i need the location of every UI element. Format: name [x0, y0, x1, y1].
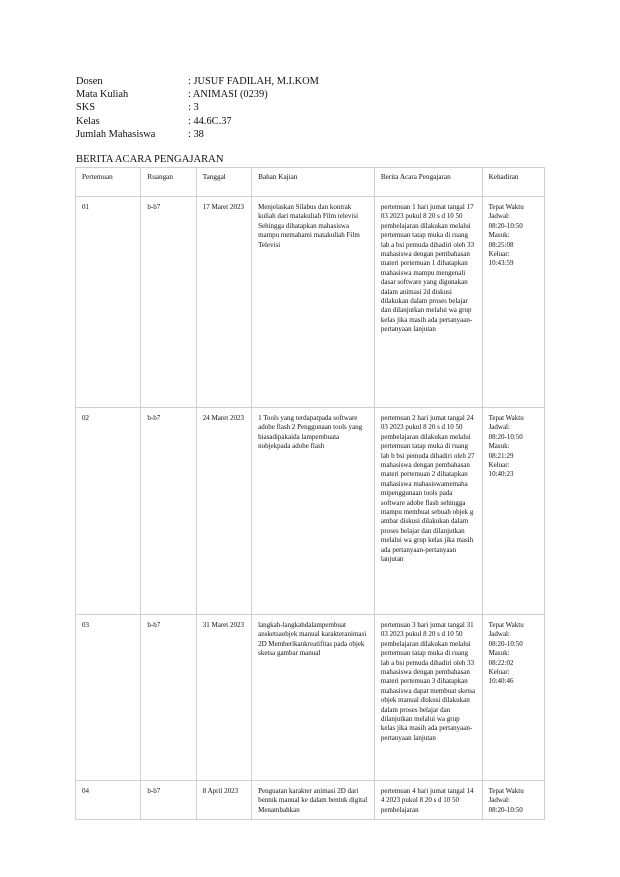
header-row-jumlah-mahasiswa — [76, 128, 319, 141]
table-header-row — [76, 168, 545, 197]
header-label: Kelas — [76, 115, 100, 127]
cell-kehadiran: Tepat Waktu Jadwal: 08:20-10:50 Masuk: 08:22:02 Keluar: 10:40:46 — [482, 615, 544, 781]
cell-pertemuan: 01 — [76, 197, 141, 408]
column-header-tanggal: Tanggal — [196, 168, 251, 197]
cell-tanggal: 8 April 2023 — [196, 781, 251, 820]
header-value: : 38 — [188, 128, 204, 140]
cell-tanggal: 17 Maret 2023 — [196, 197, 251, 408]
cell-bahan-kajian: langkah-langkahdalampembuat ansketsaobjek manual karakteranimasi 2D Memberikankreatifitas pada objek sketsa gambar manual — [252, 615, 375, 781]
cell-pertemuan: 04 — [76, 781, 141, 820]
header-value: : JUSUF FADILAH, M.I.KOM — [188, 76, 319, 87]
header-row-dosen — [76, 75, 319, 88]
header-label: SKS — [76, 102, 96, 114]
column-header-pertemuan: Pertemuan — [76, 168, 141, 197]
cell-bahan-kajian: Penguatan karakter animasi 2D dari bentuk manual ke dalam bentuk digital Menambahkan — [252, 781, 375, 820]
cell-berita-acara: pertemuan 2 hari jumat tangal 24 03 2023 pukul 8 20 s d 10 50 pembelajaran dilakukan melalui pertemuan tatap muka di ruang lab b bsi pemuda dihadiri oleh 27 mahasiswa dengan pembahasan materi pertemuan 2 dihatapkan mahasiswa mahasiswamemaha mipenggunaan tools pada software adobe flash sehingga mampu membuat sebuah objek g ambar diskusi dilakukan dalam proses belajar dan dilanjutkan melalui wa grup kelas jika masih ada pertanyaan-pertanyaan lanjutan — [374, 408, 482, 615]
section-title: BERITA ACARA PENGAJARAN — [76, 154, 224, 165]
cell-pertemuan: 02 — [76, 408, 141, 615]
cell-ruangan: b-b7 — [141, 615, 196, 781]
table-row — [76, 781, 545, 820]
cell-berita-acara: pertemuan 1 hari jumat tangal 17 03 2023 pukul 8 20 s d 10 50 pembelajaran dilakukan melalui pertemuan tatap muka di ruang lab a bsi pemuda dihadiri oleh 33 mahasiswa dengan pembahasan materi pertemuan 1 dihatapkan mahasiswa mampu mengenali dasar software yang digunakan dalam animasi 2d diskusi dilakukan dalam proses belajar dan dilanjutkan melalui wa grup kelas jika masih ada pertanyaan-pertanyaan lanjutan — [374, 197, 482, 408]
cell-kehadiran: Tepat Waktu Jadwal: 08:20-10:50 Masuk: 08:25:08 Keluar: 10:43:59 — [482, 197, 544, 408]
header-value: : 3 — [188, 102, 199, 114]
header-row-kelas — [76, 115, 319, 128]
cell-ruangan: b-b7 — [141, 781, 196, 820]
header-row-mata-kuliah — [76, 88, 319, 101]
table-row — [76, 408, 545, 615]
column-header-bahan-kajian: Bahan Kajian — [252, 168, 375, 197]
column-header-berita-acara: Berita Acara Pengajaran — [374, 168, 482, 197]
header-label: Jumlah Mahasiswa — [76, 128, 156, 140]
header-label: Mata Kuliah — [76, 89, 129, 101]
header-value: : ANIMASI (0239) — [188, 89, 268, 101]
cell-tanggal: 24 Maret 2023 — [196, 408, 251, 615]
document-header — [76, 75, 319, 141]
berita-acara-table — [75, 167, 545, 820]
table-row — [76, 615, 545, 781]
cell-bahan-kajian: Menjelaskan Silabus dan kontrak kuliah dari matakuliah Film televisi Sehingga dihatapkan mahasiswa mampu memahami matakuliah Film Televisi — [252, 197, 375, 408]
column-header-kehadiran: Kehadiran — [482, 168, 544, 197]
cell-tanggal: 31 Maret 2023 — [196, 615, 251, 781]
cell-pertemuan: 03 — [76, 615, 141, 781]
cell-ruangan: b-b7 — [141, 408, 196, 615]
cell-berita-acara: pertemuan 4 hari jumat tangal 14 4 2023 pukul 8 20 s d 10 50 pembelajaran — [374, 781, 482, 820]
table-row — [76, 197, 545, 408]
header-label: Dosen — [76, 76, 103, 87]
column-header-ruangan: Ruangan — [141, 168, 196, 197]
header-row-sks — [76, 101, 319, 114]
header-value: : 44.6C.37 — [188, 115, 232, 127]
cell-kehadiran: Tepat Waktu Jadwal: 08:20-10:50 — [482, 781, 544, 820]
cell-bahan-kajian: 1 Tools yang terdapatpada software adobe flash 2 Penggunaan tools yang biasadipakaida lampembuata nobjekpada adobe flash — [252, 408, 375, 615]
cell-berita-acara: pertemuan 3 hari jumat tangal 31 03 2023 pukul 8 20 s d 10 50 pembelajaran dilakukan melalui pertemuan tatap muka di ruang lab a bsi pemuda dihadiri oleh 33 mahasiswa dengan pembahasan materi pertemuan 3 dihatapkan mahasiswa dapat membuat sketsa objek manual diskusi dilakukan dalam proses belajar dan dilanjutkan melalui wa grup kelas jika masih ada pertanyaan-pertanyaan lanjutan — [374, 615, 482, 781]
cell-ruangan: b-b7 — [141, 197, 196, 408]
cell-kehadiran: Tepat Waktu Jadwal: 08:20-10:50 Masuk: 08:21:29 Keluar: 10:40:23 — [482, 408, 544, 615]
